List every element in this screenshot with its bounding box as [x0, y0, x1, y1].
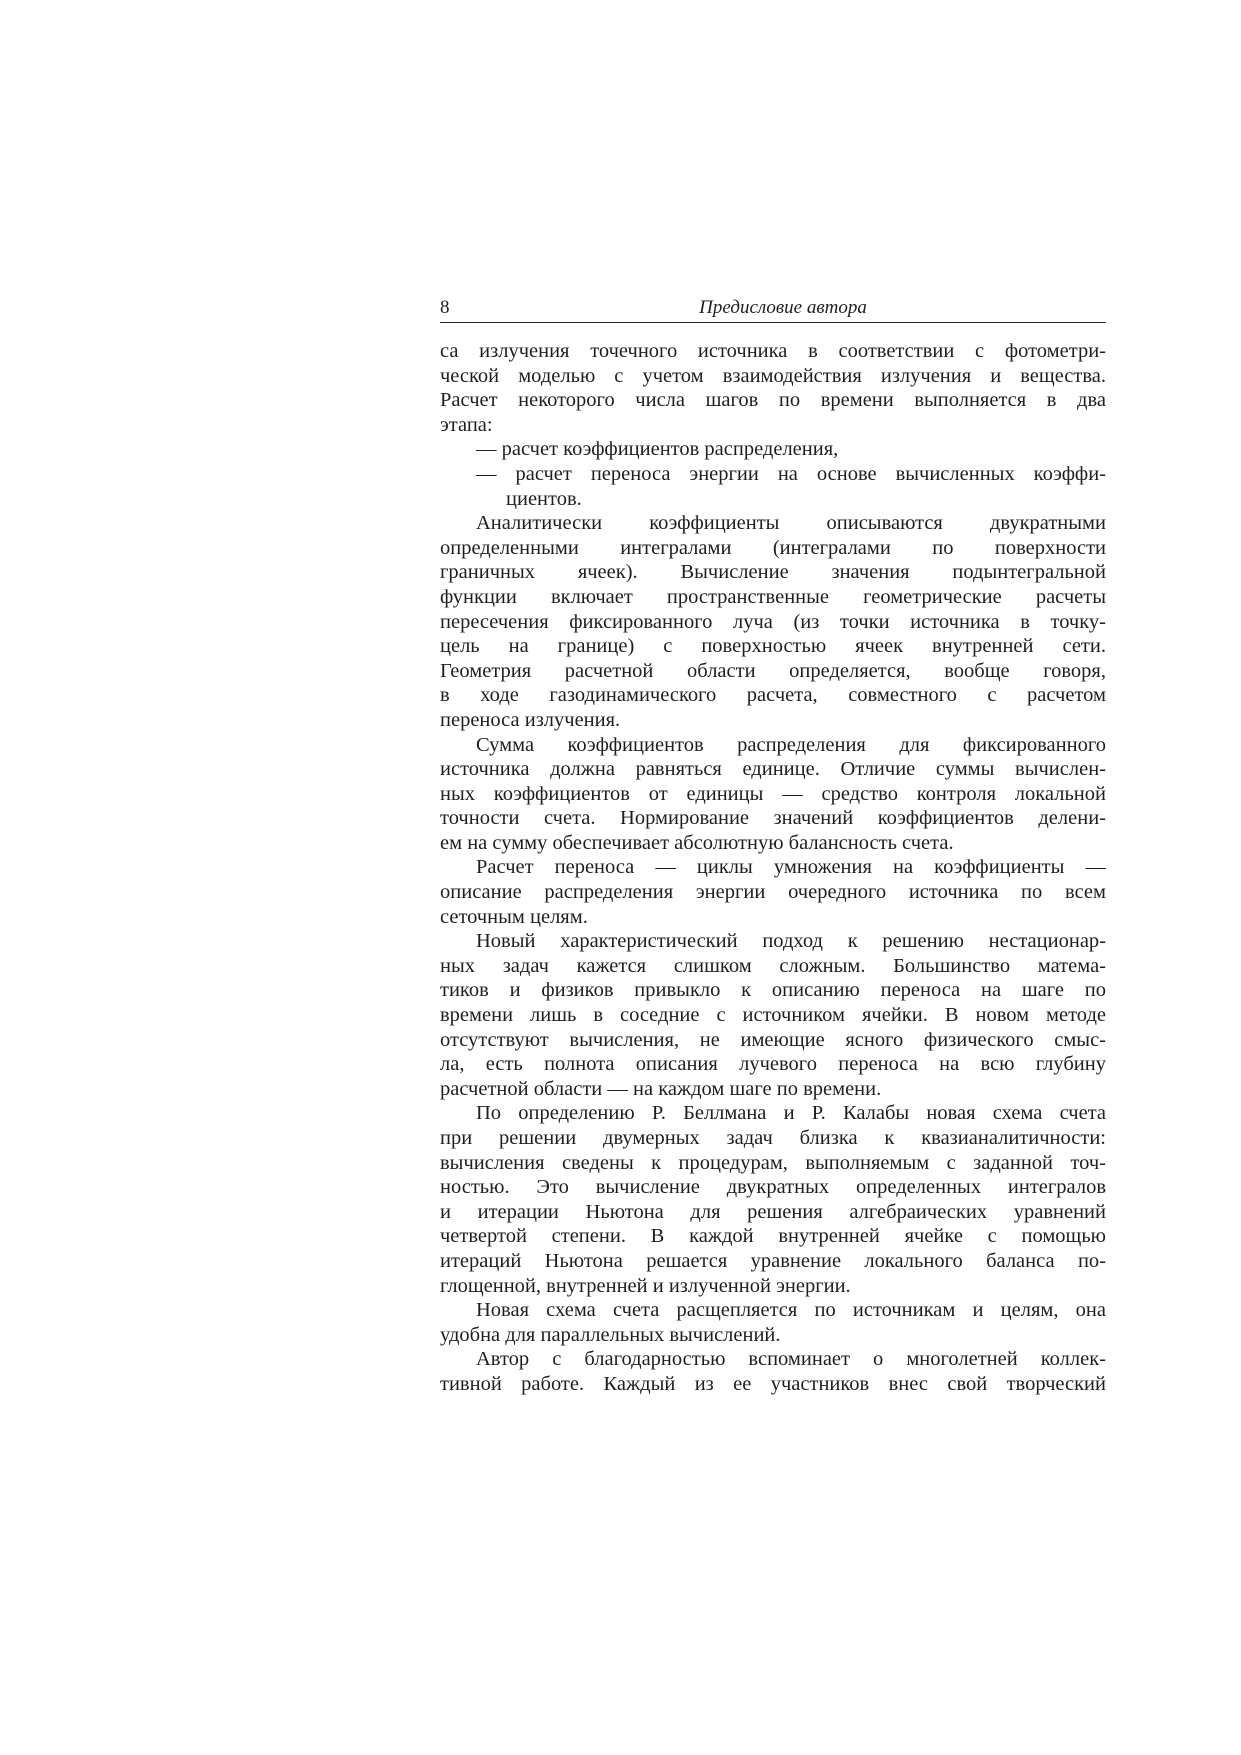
text-line: итераций Ньютона решается уравнение локального баланса по-	[440, 1249, 1106, 1272]
text-line: граничных ячеек). Вычисление значения подынтегральной	[440, 561, 1106, 584]
text-line: глощенной, внутренней и излученной энергии.	[440, 1274, 851, 1297]
text-line: удобна для параллельных вычислений.	[440, 1323, 781, 1346]
text-line: при решении двумерных задач близка к квазианалитичности:	[440, 1127, 1106, 1149]
text-line: точности счета. Нормирование значений коэффициентов делени-	[440, 807, 1106, 830]
text-line: цель на границе) с поверхностью ячеек внутренней сети.	[440, 635, 1106, 658]
text-line: описание распределения энергии очередного источника по всем	[440, 881, 1106, 904]
section-title: Предисловие автора	[699, 297, 867, 318]
list-item: — расчет переноса энергии на основе вычисленных коэффи-	[476, 462, 1106, 485]
text-line: пересечения фиксированного луча (из точки источника в точку-	[440, 610, 1106, 633]
paragraph-first-line: По определению Р. Беллмана и Р. Калабы новая схема счета	[476, 1102, 1106, 1125]
text-line: источника должна равняться единице. Отличие суммы вычислен-	[440, 758, 1106, 781]
text-line: са излучения точечного источника в соответствии с фотометри-	[440, 340, 1106, 362]
text-line: расчетной области — на каждом шаге по времени.	[440, 1077, 882, 1100]
text-line: функции включает пространственные геометрические расчеты	[440, 585, 1106, 608]
text-line: ных задач кажется слишком сложным. Большинство матема-	[440, 954, 1106, 977]
paragraph-first-line: Сумма коэффициентов распределения для фиксированного	[476, 733, 1106, 756]
text-line: этапа:	[440, 413, 493, 436]
text-line: времени лишь в соседние с источником ячейки. В новом методе	[440, 1004, 1106, 1027]
text-line: и итерации Ньютона для решения алгебраических уравнений	[440, 1200, 1106, 1223]
text-line: определенными интегралами (интегралами по поверхности	[440, 536, 1106, 559]
text-line: переноса излучения.	[440, 708, 621, 731]
running-head	[440, 296, 1106, 323]
text-line: ностью. Это вычисление двукратных определенных интегралов	[440, 1176, 1106, 1199]
list-item: — расчет коэффициентов распределения,	[476, 438, 839, 461]
text-line: отсутствуют вычисления, не имеющие ясного физического смыс-	[440, 1028, 1106, 1051]
list-item-continuation: циентов.	[506, 487, 582, 510]
text-line: ем на сумму обеспечивает абсолютную балансность счета.	[440, 831, 954, 854]
text-line: ла, есть полнота описания лучевого переноса на всю глубину	[440, 1053, 1106, 1076]
text-line: сеточным целям.	[440, 905, 588, 928]
paragraph-first-line: Новый характеристический подход к решению нестационар-	[476, 930, 1106, 953]
text-line: ческой моделью с учетом взаимодействия излучения и вещества.	[440, 364, 1106, 387]
body-text	[440, 339, 1106, 1397]
paragraph-first-line: Расчет переноса — циклы умножения на коэффициенты —	[476, 856, 1106, 879]
text-line: вычисления сведены к процедурам, выполняемым с заданной точ-	[440, 1151, 1106, 1174]
text-line: Расчет некоторого числа шагов по времени выполняется в два	[440, 389, 1106, 412]
text-line: в ходе газодинамического расчета, совместного с расчетом	[440, 684, 1106, 707]
page-number: 8	[440, 297, 450, 318]
text-line: тиков и физиков привыкло к описанию переноса на шаге по	[440, 979, 1106, 1002]
text-line: ных коэффициентов от единицы — средство контроля локальной	[440, 782, 1106, 805]
book-page	[440, 296, 1106, 1397]
text-line: четвертой степени. В каждой внутренней ячейке с помощью	[440, 1225, 1106, 1248]
text-line: тивной работе. Каждый из ее участников внес свой творческий	[440, 1372, 1106, 1395]
paragraph-first-line: Автор с благодарностью вспоминает о многолетней коллек-	[476, 1348, 1106, 1371]
paragraph-first-line: Аналитически коэффициенты описываются двукратными	[476, 512, 1106, 535]
text-line: Геометрия расчетной области определяется, вообще говоря,	[440, 659, 1106, 682]
paragraph-first-line: Новая схема счета расщепляется по источникам и целям, она	[476, 1299, 1106, 1322]
